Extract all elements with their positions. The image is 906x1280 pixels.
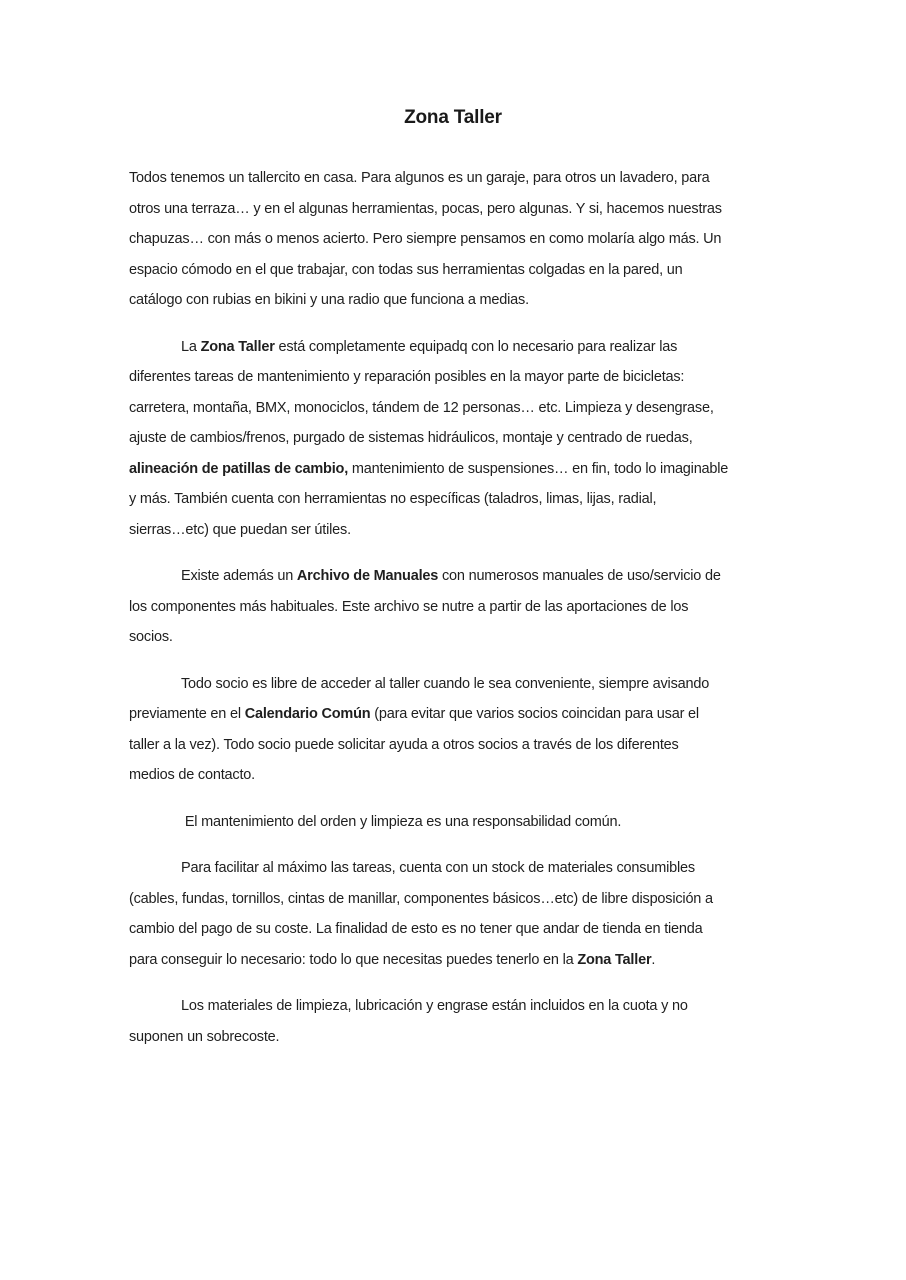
bold-text-run: Calendario Común <box>244 706 371 722</box>
text-run: . <box>651 951 656 968</box>
text-line <box>129 1022 789 1053</box>
text-run: (cables, fundas, tornillos, cintas de manillar, componentes básicos…etc) de libre disposición a <box>129 890 713 907</box>
text-run: los componentes más habituales. Este archivo se nutre a partir de las aportaciones de los <box>129 598 689 615</box>
text-line <box>129 807 789 838</box>
text-line <box>129 224 789 255</box>
text-line <box>129 945 789 976</box>
text-run: con numerosos manuales de uso/servicio de <box>438 568 721 584</box>
text-run: La <box>181 338 201 355</box>
text-run: (para evitar que varios socios coincidan para usar el <box>370 706 699 722</box>
paragraph <box>129 853 789 975</box>
text-line <box>129 699 789 730</box>
text-run: espacio cómodo en el que trabajar, con todas sus herramientas colgadas en la pared, un <box>129 261 683 278</box>
text-run: otros una terraza… y en el algunas herramientas, pocas, pero algunas. Y si, hacemos nuestras <box>129 200 722 217</box>
text-line <box>129 561 789 592</box>
text-line <box>129 592 789 623</box>
text-line <box>129 853 789 884</box>
bold-text-run: Zona Taller <box>577 951 652 968</box>
text-run: catálogo con rubias en bikini y una radio que funciona a medias. <box>129 292 529 308</box>
bold-text-run: Archivo de Manuales <box>296 568 439 584</box>
text-run: sierras…etc) que puedan ser útiles. <box>129 521 351 538</box>
text-line <box>129 423 789 454</box>
text-line <box>129 393 789 424</box>
text-run: carretera, montaña, BMX, monociclos, tándem de 12 personas… etc. Limpieza y desengrase, <box>129 399 714 416</box>
bold-text-run: alineación de patillas de cambio, <box>129 460 349 477</box>
text-run: Todo socio es libre de acceder al taller cuando le sea conveniente, siempre avisando <box>181 675 710 692</box>
text-run: medios de contacto. <box>129 767 255 783</box>
text-run: para conseguir lo necesario: todo lo que necesitas puedes tenerlo en la <box>129 951 578 968</box>
text-line <box>129 163 789 194</box>
text-line <box>129 484 789 515</box>
text-line <box>129 730 789 761</box>
text-line <box>129 332 789 363</box>
text-line <box>129 622 789 653</box>
text-run: mantenimiento de suspensiones… en fin, todo lo imaginable <box>348 460 729 477</box>
paragraph <box>129 163 789 316</box>
text-run: Para facilitar al máximo las tareas, cuenta con un stock de materiales consumibles <box>181 860 695 876</box>
text-run: Existe además un <box>181 568 297 584</box>
text-line <box>129 515 789 546</box>
paragraph <box>129 332 789 546</box>
text-line <box>129 884 789 915</box>
text-line <box>129 255 789 286</box>
text-run: y más. También cuenta con herramientas no específicas (taladros, limas, lijas, radial, <box>129 491 657 507</box>
text-line <box>129 760 789 791</box>
paragraph <box>129 561 789 653</box>
paragraph <box>129 807 789 838</box>
paragraph <box>129 991 789 1052</box>
text-line <box>129 914 789 945</box>
text-run: El mantenimiento del orden y limpieza es una responsabilidad común. <box>181 813 622 830</box>
text-run: cambio del pago de su coste. La finalidad de esto es no tener que andar de tienda en tienda <box>129 921 703 937</box>
text-line <box>129 454 789 485</box>
text-line <box>129 285 789 316</box>
text-run: ajuste de cambios/frenos, purgado de sistemas hidráulicos, montaje y centrado de ruedas, <box>129 430 693 446</box>
document-title: Zona Taller <box>404 107 502 128</box>
paragraph <box>129 669 789 791</box>
text-line <box>129 669 789 700</box>
text-line <box>129 991 789 1022</box>
document-body <box>129 163 789 1052</box>
text-line <box>129 194 789 225</box>
text-run: taller a la vez). Todo socio puede solicitar ayuda a otros socios a través de los diferentes <box>129 736 679 753</box>
text-run: está completamente equipadq con lo necesario para realizar las <box>274 338 678 355</box>
text-run: suponen un sobrecoste. <box>129 1028 280 1045</box>
bold-text-run: Zona Taller <box>200 338 275 355</box>
text-run: previamente en el <box>129 706 245 722</box>
text-line <box>129 362 789 393</box>
text-run: diferentes tareas de mantenimiento y reparación posibles en la mayor parte de bicicletas: <box>129 369 685 385</box>
text-run: chapuzas… con más o menos acierto. Pero siempre pensamos en como molaría algo más. Un <box>129 231 722 247</box>
text-run: Todos tenemos un tallercito en casa. Para algunos es un garaje, para otros un lavadero, para <box>129 170 710 186</box>
text-run: Los materiales de limpieza, lubricación y engrase están incluidos en la cuota y no <box>181 998 688 1014</box>
text-run: socios. <box>129 629 173 645</box>
